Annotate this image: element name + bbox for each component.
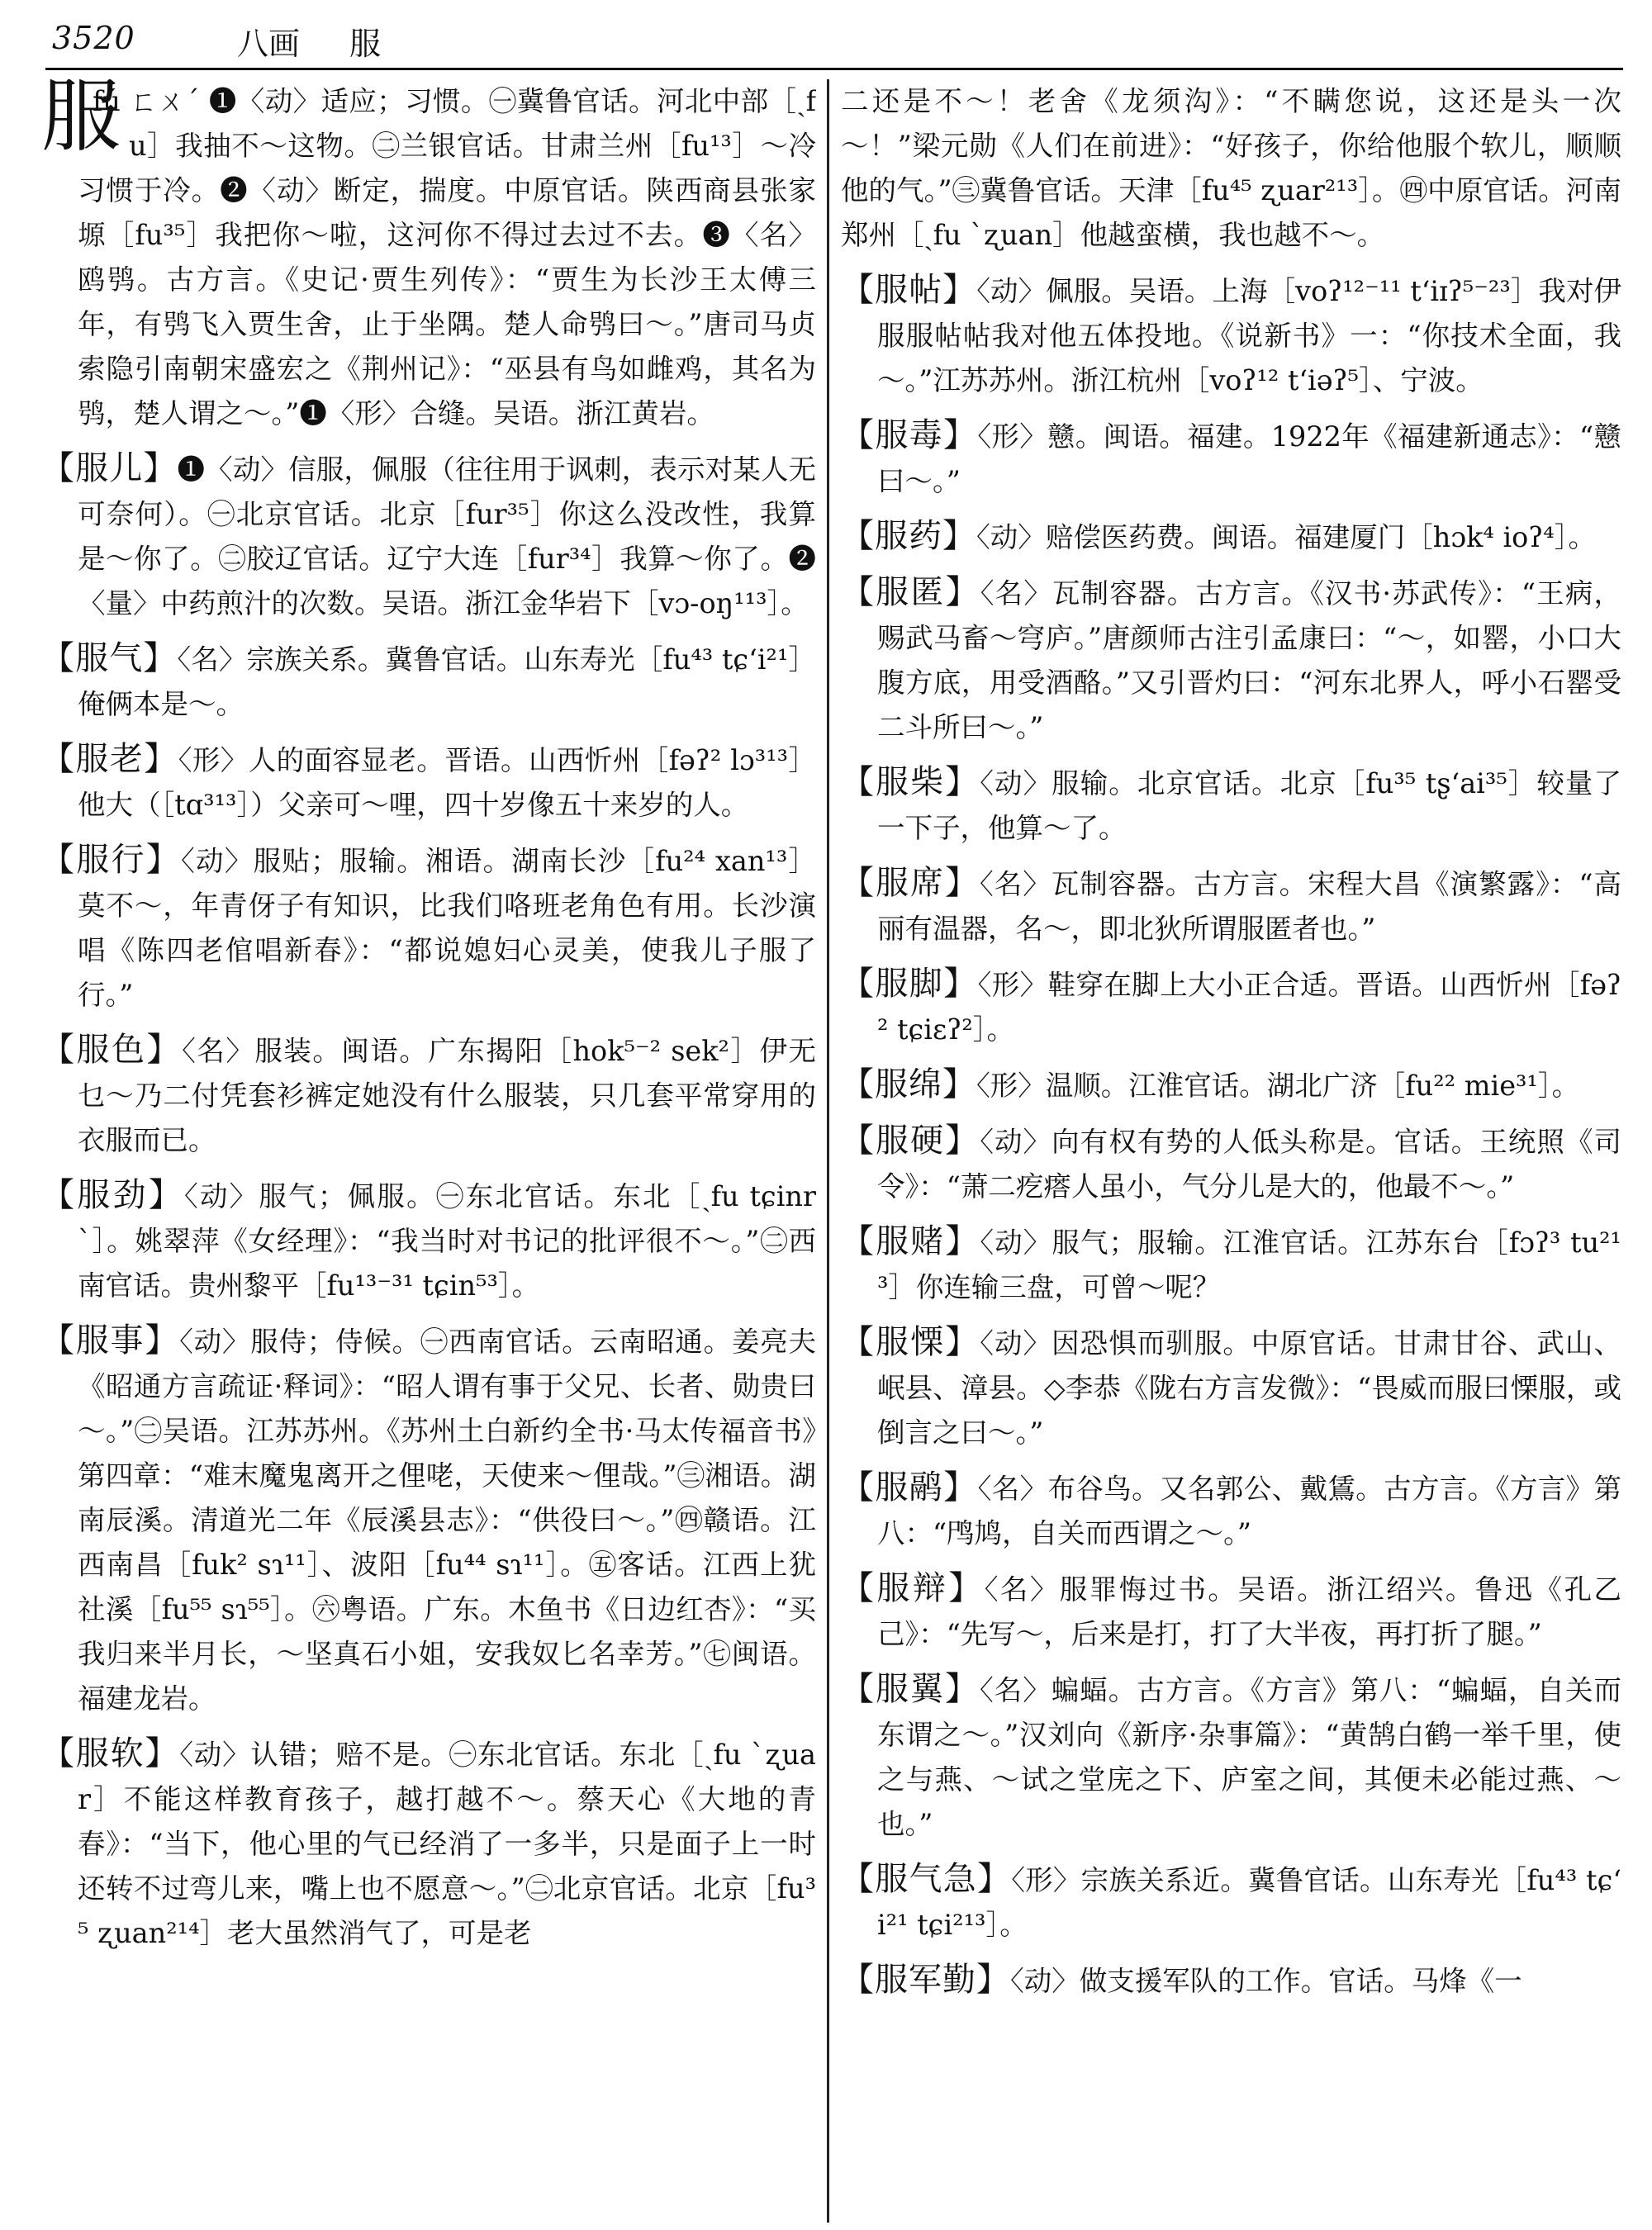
entry-body: 〈动〉认错；赔不是。㊀东北官话。东北［ˏfu ˋʐuar］不能这样教育孩子，越打越不～。蔡天心《大地的青春》：“当下，他心里的气已经消了一多半，只是面子上一时还转不过弯儿来，嘴上也不愿意～。”㊁北京官话。北京［fu³⁵ ʐuan²¹⁴］老大虽然消气了，可是老	[78, 1739, 816, 1949]
entry-body: 〈动〉服气；服输。江淮官话。江苏东台［fɔʔ³ tu²¹³］你连输三盘，可曾～呢？	[877, 1226, 1621, 1303]
entry-headword: 【服翼】	[841, 1670, 980, 1708]
entry-body: 〈名〉瓦制容器。古方言。《汉书·苏武传》：“王病，赐武马畜～穹庐。”唐颜师古注引孟康曰：“～，如罂，小口大腹方底，用受酒酪。”又引晋灼曰：“河东北界人，呼小石罂受二斗所曰～。”	[877, 577, 1621, 743]
dictionary-entry	[41, 837, 816, 1018]
dictionary-entry	[841, 1957, 1621, 2004]
entry-headword: 【服柴】	[841, 763, 980, 801]
dictionary-entry	[41, 1173, 816, 1308]
entry-body: 〈动〉服输。北京官话。北京［fu³⁵ tʂʻai³⁵］较量了一下子，他算～了。	[877, 767, 1621, 844]
entry-body: 〈形〉温顺。江淮官话。湖北广济［fu²² mie³¹］。	[976, 1070, 1580, 1102]
dictionary-entry	[841, 1857, 1621, 1948]
entry-body: 〈形〉鞋穿在脚上大小正合适。晋语。山西忻州［fəʔ² tɕiɛʔ²］。	[877, 969, 1621, 1046]
dictionary-entry	[841, 760, 1621, 851]
entry-body: 〈动〉做支援军队的工作。官话。马烽《一	[1010, 1965, 1522, 1997]
entry-body: 〈名〉宗族关系。冀鲁官话。山东寿光［fu⁴³ tɕʻi²¹］俺俩本是～。	[78, 643, 816, 720]
entry-headword: 【服老】	[41, 740, 178, 778]
dictionary-entry	[841, 1465, 1621, 1556]
entry-headword: 【服软】	[41, 1734, 180, 1772]
entry-headword: 【服军勤】	[841, 1961, 1010, 1999]
entry-headword: 【服赌】	[841, 1222, 980, 1260]
entry-headword: 【服色】	[41, 1031, 183, 1069]
entry-headword: 【服辩】	[841, 1569, 985, 1607]
entry-body: 〈动〉因恐惧而驯服。中原官话。甘肃甘谷、武山、岷县、漳县。◇李恭《陇右方言发微》：“畏威而服曰慄服，或倒言之曰～。”	[877, 1327, 1621, 1449]
column-divider	[827, 79, 829, 2223]
dictionary-entry	[841, 1566, 1621, 1657]
entry-body: 〈动〉佩服。吴语。上海［voʔ¹²⁻¹¹ tʻiɪʔ⁵⁻²³］我对伊服服帖帖我对他五体投地。《说新书》一：“你技术全面，我～。”江苏苏州。浙江杭州［voʔ¹² tʻiəʔ⁵］、宁波。	[877, 275, 1621, 396]
dictionary-entry	[41, 737, 816, 828]
dictionary-entry	[41, 446, 816, 626]
continued-entry-text	[841, 79, 1621, 258]
entry-headword: 【服行】	[41, 841, 182, 879]
dictionary-entry	[841, 961, 1621, 1052]
entry-body: ❶〈动〉信服，佩服（往往用于讽刺，表示对某人无可奈何）。㊀北京官话。北京［fur³⁵］你这么没改性，我算是～你了。㊁胶辽官话。辽宁大连［fur³⁴］我算～你了。❷〈量〉中药煎汁的次数。吴语。浙江金华岩下［vɔ-oŋ¹¹³］。	[78, 453, 816, 619]
entry-body: 〈动〉服侍；侍候。㊀西南官话。云南昭通。姜亮夫《昭通方言疏证·释词》：“昭人谓有事于父兄、长者、勋贵曰～。”㊁吴语。江苏苏州。《苏州土白新约全书·马太传福音书》第四章：“难末魔鬼离开之俚咾，天使来～俚哉。”㊂湘语。湖南辰溪。清道光二年《辰溪县志》：“供役曰～。”㊃赣语。江西南昌［fuk² sɿ¹¹］、波阳［fu⁴⁴ sɿ¹¹］。㊄客话。江西上犹社溪［fu⁵⁵ sɿ⁵⁵］。㊅粤语。广东。木鱼书《日边红杏》：“买我归来半月长，～坚真石小姐，安我奴匕名幸芳。”㊆闽语。福建龙岩。	[78, 1326, 816, 1715]
entry-headword: 【服席】	[841, 864, 980, 902]
entry-headword: 【服脚】	[841, 965, 978, 1003]
entry-body: 〈名〉服装。闽语。广东揭阳［hok⁵⁻² sek²］伊无乜～乃二付凭套衫裤定她没有什么服装，只几套平常穿用的衣服而已。	[78, 1035, 816, 1156]
entry-body: 〈动〉赔偿医药费。闽语。福建厦门［hɔk⁴ ioʔ⁴］。	[976, 521, 1596, 553]
continuation-body: 二还是不～！老舍《龙须沟》：“不瞒您说，这还是头一次～！”梁元勋《人们在前进》：“好孩子，你给他服个软儿，顺顺他的气。”㊂冀鲁官话。天津［fu⁴⁵ ʐuar²¹³］。㊃中原官话。河南郑州［ˏfu ˋʐuan］他越蛮横，我也越不～。	[841, 85, 1621, 251]
entry-headword: 【服事】	[41, 1321, 180, 1359]
page-number: 3520	[52, 20, 135, 56]
dictionary-entry	[841, 570, 1621, 750]
dictionary-entry	[841, 1320, 1621, 1455]
right-column	[841, 79, 1621, 2223]
main-entry-body: fú ㄈㄨˊ ❶〈动〉适应；习惯。㊀冀鲁官话。河北中部［ˏfu］我抽不～这物。㊁兰银官话。甘肃兰州［fu¹³］～冷习惯于冷。❷〈动〉断定，揣度。中原官话。陕西商县张家塬［fu³⁵］我把你～啦，这河你不得过去过不去。❸〈名〉鸥鸮。古方言。《史记·贾生列传》：“贾生为长沙王太傅三年，有鸮飞入贾生舍，止于坐隅。楚人命鸮曰～。”唐司马贞索隐引南朝宋盛宏之《荆州记》：“巫县有鸟如雌鸡，其名为鸮，楚人谓之～。”❶〈形〉合缝。吴语。浙江黄岩。	[78, 85, 816, 429]
dictionary-entry	[41, 1027, 816, 1163]
entry-headword: 【服毒】	[841, 416, 978, 454]
entry-headword: 【服药】	[841, 517, 976, 555]
entry-headword: 【服硬】	[841, 1122, 980, 1160]
dictionary-entry	[841, 514, 1621, 560]
page-header	[45, 15, 1623, 70]
dictionary-entry	[841, 1118, 1621, 1209]
dictionary-entry	[841, 413, 1621, 504]
dictionary-entry	[841, 268, 1621, 403]
dictionary-entry	[841, 861, 1621, 951]
entry-body: 〈名〉瓦制容器。古方言。宋程大昌《演繁露》：“高丽有温器，名～，即北狄所谓服匿者也。”	[877, 868, 1621, 945]
main-headword: 服	[41, 79, 121, 163]
entry-body: 〈名〉服罪悔过书。吴语。浙江绍兴。鲁迅《孔乙己》：“先写～，后来是打，打了大半夜，再打折了腿。”	[877, 1573, 1621, 1650]
entry-headword: 【服气急】	[841, 1860, 1012, 1898]
entry-body: 〈动〉服贴；服输。湘语。湖南长沙［fu²⁴ xan¹³］莫不～，年青伢子有知识，比我们咯班老角色有用。长沙演唱《陈四老倌唱新春》：“都说媳妇心灵美，使我儿子服了行。”	[78, 845, 816, 1011]
left-column	[41, 79, 816, 2223]
entry-body: 〈形〉戆。闽语。福建。1922年《福建新通志》：“戆曰～。”	[877, 420, 1621, 497]
entry-headword: 【服绵】	[841, 1065, 976, 1103]
entry-headword: 【服劲】	[41, 1176, 184, 1214]
entry-headword: 【服匿】	[841, 573, 980, 611]
entry-body: 〈形〉人的面容显老。晋语。山西忻州［fəʔ² lɔ³¹³］他大（［tɑ³¹³］）父亲可～哩，四十岁像五十来岁的人。	[78, 744, 816, 821]
entry-body: 〈名〉蝙蝠。古方言。《方言》第八：“蝙蝠，自关而东谓之～。”汉刘向《新序·杂事篇》：“黄鹄白鹤一举千里，使之与燕、～试之堂庑之下、庐室之间，其便未必能过燕、～也。”	[877, 1674, 1621, 1840]
entry-headword: 【服慄】	[841, 1323, 980, 1361]
entry-headword: 【服帖】	[841, 271, 977, 309]
stroke-count-label: 八画	[237, 26, 301, 62]
dictionary-entry	[41, 1318, 816, 1721]
main-entry	[41, 79, 816, 436]
dictionary-entry	[41, 1731, 816, 1956]
dictionary-entry	[841, 1667, 1621, 1847]
dictionary-entry	[841, 1062, 1621, 1108]
entry-headword: 【服气】	[41, 639, 178, 677]
entry-body: 〈动〉向有权有势的人低头称是。官话。王统照《司令》：“萧二疙瘩人虽小，气分儿是大的，他最不～。”	[877, 1126, 1621, 1203]
dictionary-entry	[841, 1219, 1621, 1310]
dictionary-entry	[41, 636, 816, 727]
entry-body: 〈形〉宗族关系近。冀鲁官话。山东寿光［fu⁴³ tɕʻi²¹ tɕi²¹³］。	[877, 1864, 1621, 1941]
entry-body: 〈名〉布谷鸟。又名郭公、戴鵀。古方言。《方言》第八：“鸤鸠，自关而西谓之～。”	[877, 1473, 1621, 1549]
head-character-label: 服	[349, 26, 382, 62]
entry-headword: 【服鹝】	[841, 1468, 978, 1506]
entry-headword: 【服儿】	[41, 449, 178, 487]
entry-body: 〈动〉服气；佩服。㊀东北官话。东北［ˏfu tɕinrˋ］。姚翠萍《女经理》：“我当时对书记的批评很不～。”㊁西南官话。贵州黎平［fu¹³⁻³¹ tɕin⁵³］。	[78, 1180, 816, 1302]
